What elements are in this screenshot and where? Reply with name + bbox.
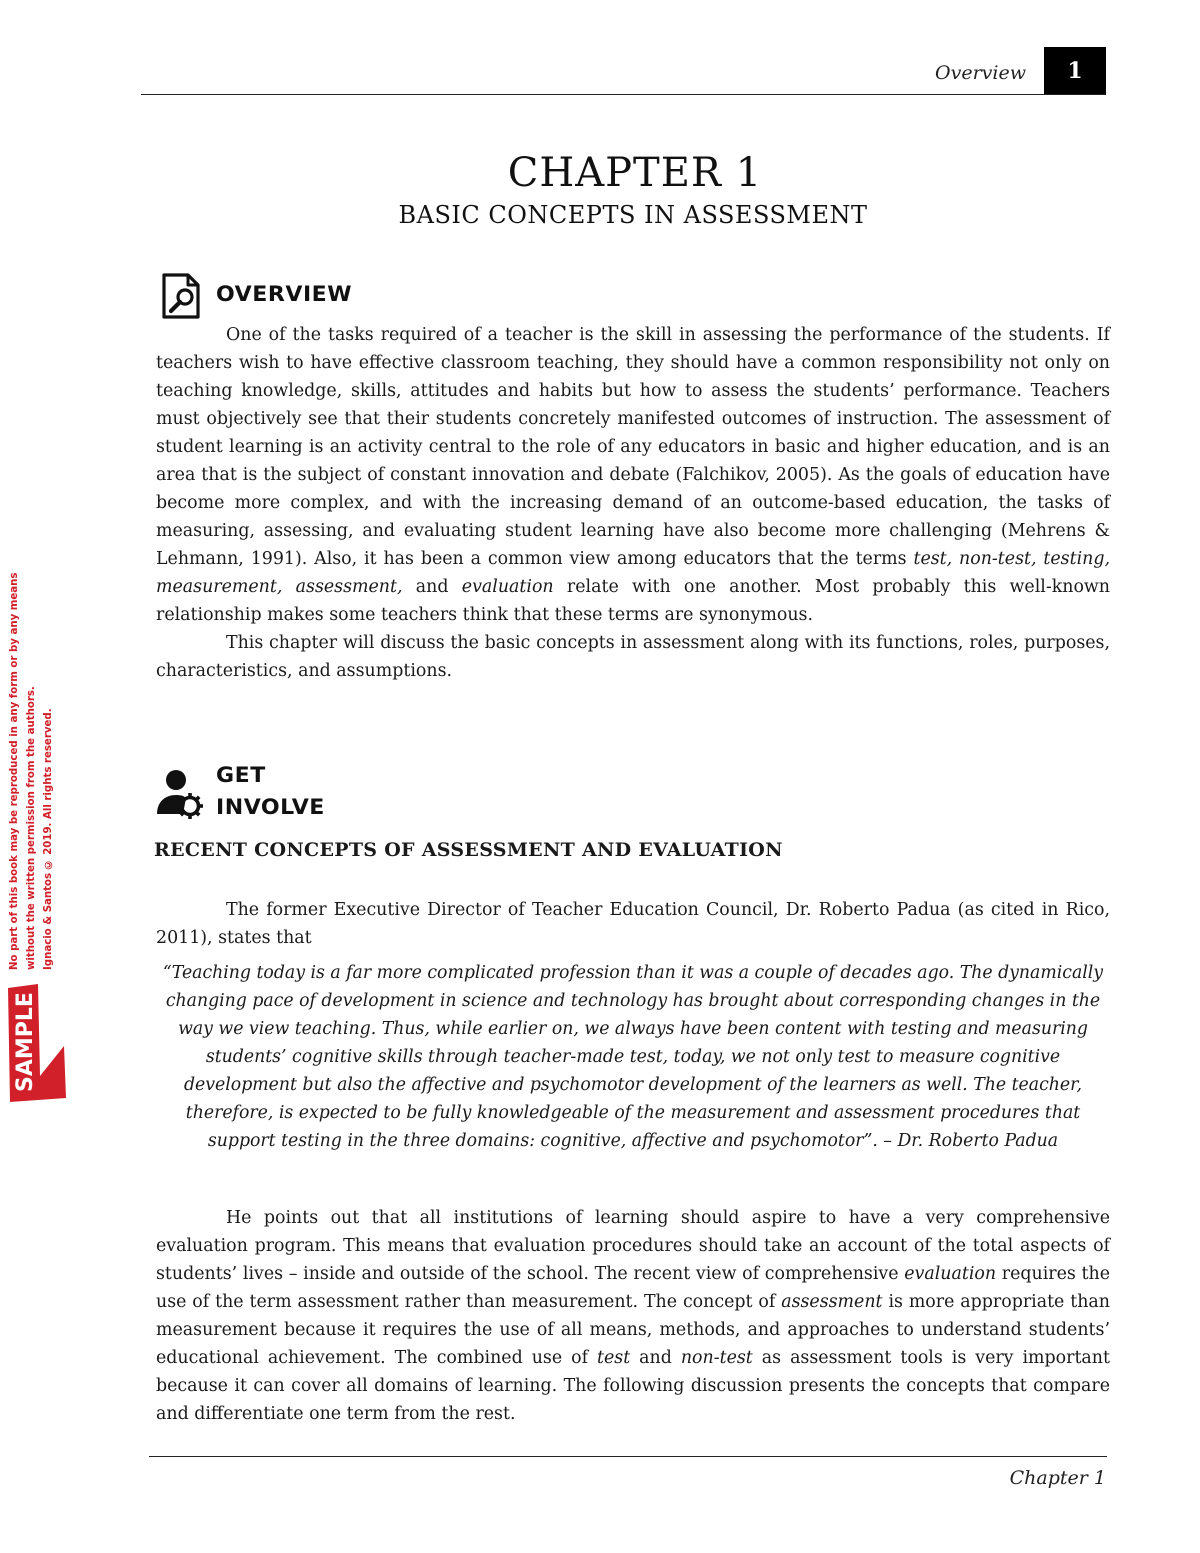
footer-rule <box>149 1456 1107 1457</box>
get-involve-heading-line-2: INVOLVE <box>216 795 325 819</box>
chapter-subtitle: BASIC CONCEPTS IN ASSESSMENT <box>398 201 868 229</box>
watermark-line-2: without the written permission from the authors. <box>26 686 37 970</box>
user-gear-icon <box>154 768 206 822</box>
document-search-icon <box>158 272 204 320</box>
text-run: He points out that all institutions of learning should aspire to have a very comprehensive evaluation program. This means that evaluation procedures should take an account of the total aspects of students’ lives – inside and outside of the school. The recent view of comprehensive <box>156 1208 1110 1284</box>
italic-term: evaluation <box>904 1264 997 1284</box>
header-rule <box>141 94 1105 95</box>
running-footer-label: Chapter 1 <box>1009 1467 1106 1489</box>
italic-term: test, non-test, testing, measurement, assessment, <box>156 549 1110 597</box>
italic-term: non-test <box>680 1348 753 1368</box>
overview-heading: OVERVIEW <box>216 282 353 306</box>
text-run: and <box>630 1348 681 1368</box>
italic-term: test <box>596 1348 631 1368</box>
intro-paragraph-block <box>156 896 1110 952</box>
section-subheading: RECENT CONCEPTS OF ASSESSMENT AND EVALUATION <box>154 839 783 861</box>
italic-term: evaluation <box>461 577 554 597</box>
page-number: 1 <box>1067 58 1083 84</box>
sample-tag-icon <box>4 980 68 1106</box>
discussion-block <box>156 1204 1110 1428</box>
block-quote: “Teaching today is a far more complicated profession than it was a couple of decades ago. The dynamically changing pace of development in science and technology has brought about corresponding changes in the way we view teaching. Thus, while earlier on, we always have been content with testing and measuring students’ cognitive skills through teacher-made test, today, we not only test to measure cognitive development but also the affective and psychomotor development of the learners as well. The teacher, therefore, is expected to be fully knowledgeable of the measurement and assessment procedures that support testing in the three domains: cognitive, affective and psychomotor”. – Dr. Roberto Padua <box>162 963 1104 1151</box>
text-run: as assessment tools is very important because it can cover all domains of learning. The following discussion presents the concepts that compare and differentiate one term from the rest. <box>156 1348 1110 1424</box>
text-run: One of the tasks required of a teacher is the skill in assessing the performance of the students. If teachers wish to have effective classroom teaching, they should have a common responsibility not only on teaching knowledge, skills, attitudes and habits but how to assess the students’ performance. Teachers must objectively see that their students concretely manifested outcomes of instruction. The assessment of student learning is an activity central to the role of any educators in basic and higher education, and is an area that is the subject of constant innovation and debate (Falchikov, 2005). As the goals of education have become more complex, and with the increasing demand of an outcome-based education, the tasks of measuring, assessing, and evaluating student learning have also become more challenging (Mehrens & Lehmann, 1991). Also, it has been a common view among educators that the terms <box>156 325 1110 569</box>
get-involve-heading-line-1: GET <box>216 763 266 787</box>
overview-paragraph-2: This chapter will discuss the basic concepts in assessment along with its functions, roles, purposes, characteristics, and assumptions. <box>156 633 1110 681</box>
text-run: and <box>402 577 462 597</box>
overview-body <box>156 321 1110 685</box>
copyright-watermark <box>0 570 80 1110</box>
running-header-label: Overview <box>935 62 1026 84</box>
text-run: is more appropriate than measurement because it requires the use of all means, methods, and approaches to understand students’ educational achievement. The combined use of <box>156 1292 1110 1368</box>
intro-paragraph: The former Executive Director of Teacher Education Council, Dr. Roberto Padua (as cited in Rico, 2011), states that <box>156 900 1110 948</box>
italic-term: assessment <box>781 1292 883 1312</box>
chapter-title: CHAPTER 1 <box>507 150 763 196</box>
text-run: relate with one another. Most probably this well-known relationship makes some teachers think that these terms are synonymous. <box>156 577 1111 625</box>
watermark-line-3: Ignacio & Santos © 2019. All rights reserved. <box>43 708 54 970</box>
overview-paragraph-1 <box>156 321 1110 629</box>
watermark-line-1: No part of this book may be reproduced in any form or by any means <box>9 572 20 970</box>
discussion-paragraph <box>156 1204 1110 1428</box>
sample-tag-label: SAMPLE <box>13 992 38 1092</box>
text-run: requires the use of the term assessment rather than measurement. The concept of <box>156 1264 1110 1312</box>
page-number-box <box>1044 47 1106 95</box>
